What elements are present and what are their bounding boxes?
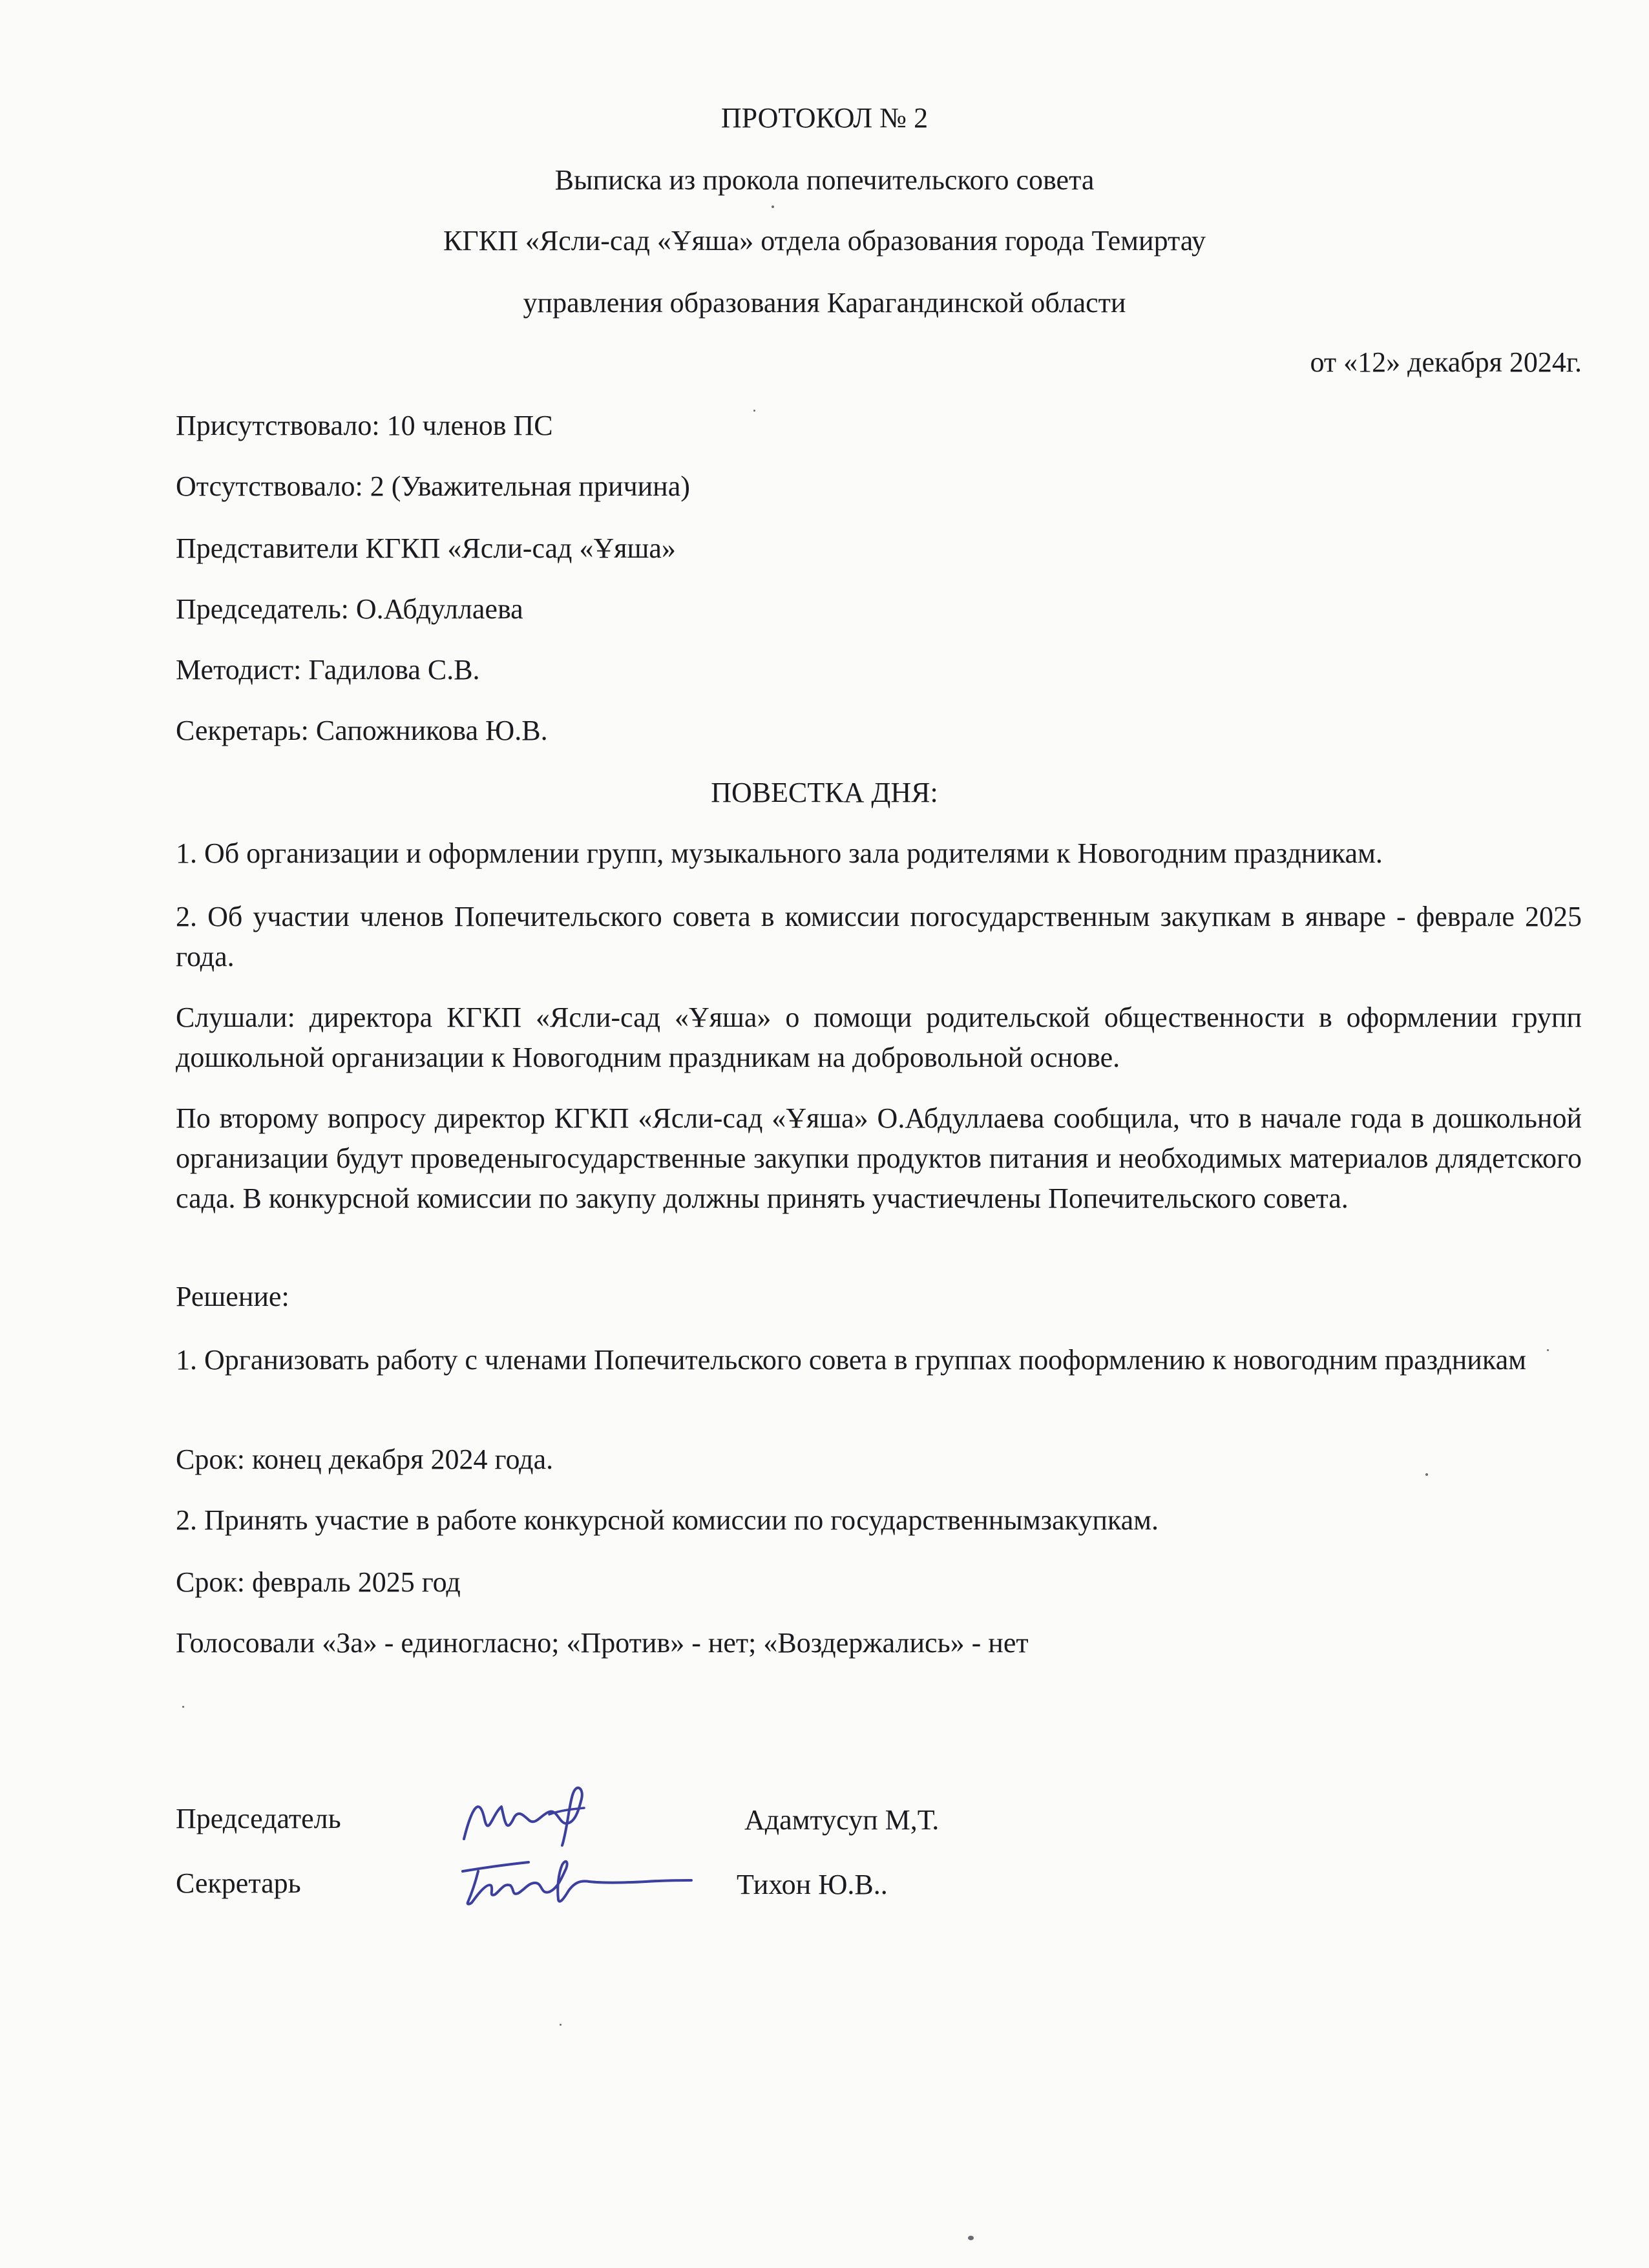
heard-paragraph: Слушали: директора КГКП «Ясли-сад «Ұяша» о помощи родительской общественности в оформлении групп дошкольной организации к Новогодним праздникам на добровольной основе. — [176, 1002, 1582, 1073]
agenda-item-1: 1. Об организации и оформлении групп, музыкального зала родителями к Новогодним праздникам. — [176, 837, 1383, 869]
secretary-signature — [452, 1843, 698, 1914]
representatives: Представители КГКП «Ясли-сад «Ұяша» — [176, 532, 676, 564]
chair-signature — [452, 1769, 607, 1853]
secretary-role-label: Секретарь — [176, 1867, 301, 1899]
methodist-line: Методист: Гадилова С.В. — [176, 654, 480, 686]
agenda-item-2: 2. Об участии членов Попечительского совета в комиссии погосударственным закупкам в январе - феврале 2025 года. — [176, 901, 1582, 972]
scan-speck — [968, 2236, 974, 2240]
scan-speck — [182, 1706, 184, 1708]
decision-term-1: Срок: конец декабря 2024 года. — [176, 1444, 554, 1475]
secretary-line: Секретарь: Сапожникова Ю.В. — [176, 715, 548, 746]
chair-name: Адамтусуп М,Т. — [744, 1804, 940, 1836]
header-line-2: КГКП «Ясли-сад «Ұяша» отдела образования города Темиртау — [443, 225, 1206, 257]
absent-count: Отсутствовало: 2 (Уважительная причина) — [176, 470, 690, 502]
header-line-3: управления образования Карагандинской области — [523, 287, 1126, 319]
header-line-1: Выписка из прокола попечительского совета — [554, 164, 1095, 196]
vote-result: Голосовали «За» - единогласно; «Против» - нет; «Воздержались» - нет — [176, 1627, 1029, 1659]
second-question-paragraph: По второму вопросу директор КГКП «Ясли-сад «Ұяша» О.Абдуллаева сообщила, что в начале года в дошкольной организации будут проведеныгосударственные закупки продуктов питания и необходимых материалов длядетского сада. В конкурсной комиссии по закупу должны принять участиечлены Попечительского совета. — [176, 1102, 1582, 1214]
protocol-date: от «12» декабря 2024г. — [1310, 346, 1582, 378]
decision-term-2: Срок: февраль 2025 год — [176, 1566, 461, 1598]
chairperson-line: Председатель: О.Абдуллаева — [176, 593, 523, 625]
decision-item-1: 1. Организовать работу с членами Попечительского совета в группах пооформлению к новогодним праздникам — [176, 1344, 1526, 1376]
scan-speck — [753, 410, 755, 412]
decision-item-2: 2. Принять участие в работе конкурсной комиссии по государственнымзакупкам. — [176, 1504, 1159, 1536]
decision-label: Решение: — [176, 1281, 289, 1312]
protocol-title: ПРОТОКОЛ № 2 — [720, 102, 929, 134]
scan-speck — [560, 2024, 562, 2026]
secretary-name: Тихон Ю.В.. — [737, 1869, 888, 1900]
present-count: Присутствовало: 10 членов ПС — [176, 410, 553, 441]
scan-speck — [772, 205, 774, 208]
agenda-title: ПОВЕСТКА ДНЯ: — [711, 777, 938, 808]
chair-role-label: Председатель — [176, 1803, 341, 1834]
scan-speck — [1425, 1473, 1428, 1476]
scan-speck — [1547, 1349, 1549, 1351]
